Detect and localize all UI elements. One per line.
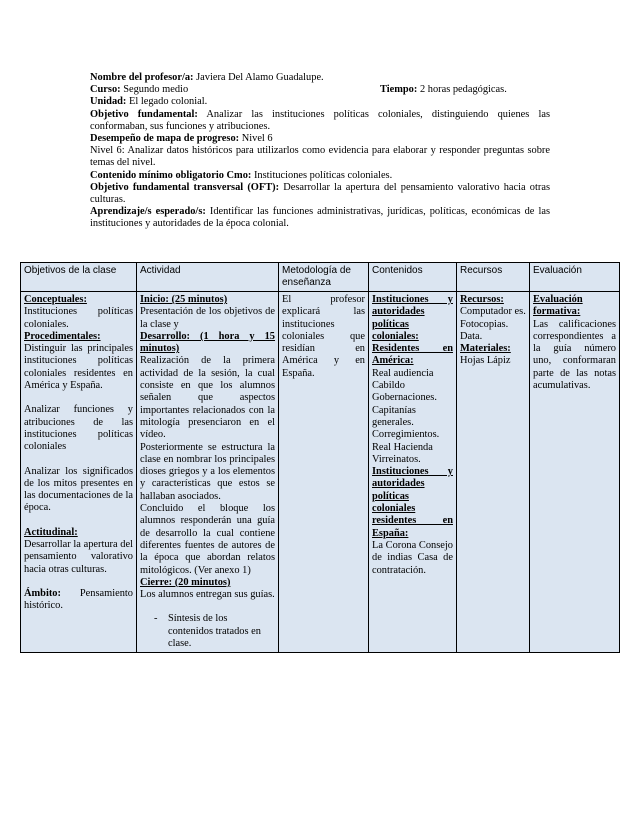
actitudinal-title: Actitudinal:	[24, 526, 78, 538]
inicio-text: Presentación de los objetivos de la clase y	[140, 306, 275, 330]
objetivo-value: Analizar las instituciones políticas coloniales, distinguiendo quienes las conformaban, sus funciones y atribuciones.	[90, 108, 550, 132]
procedimental-1: Distinguir las principales instituciones políticas coloniales residentes en América y España.	[24, 343, 133, 392]
table-row	[21, 292, 620, 653]
unidad-label: Unidad:	[90, 96, 127, 108]
header-contenidos: Contenidos	[369, 263, 457, 292]
tiempo-group	[380, 84, 507, 96]
recursos-cell	[457, 292, 530, 653]
aprendizaje-value: Identificar las funciones administrativas, jurídicas, políticas, económicas de las instituciones y autoridades de la época colonial.	[90, 206, 550, 230]
oft-value: Desarrollar la apertura del pensamiento valorativo hacia otras culturas.	[90, 181, 550, 206]
header-objetivos: Objetivos de la clase	[21, 263, 137, 292]
metodologia-text: El profesor explicará las instituciones coloniales que residían en América y en España.	[282, 294, 365, 379]
contenidos-cell	[369, 292, 457, 653]
header-actividad: Actividad	[137, 263, 279, 292]
ambito-title: Ámbito:	[24, 587, 61, 599]
materiales-title: Materiales:	[460, 343, 511, 355]
metodologia-cell	[279, 292, 369, 653]
header-metodologia: Metodología de enseñanza	[279, 263, 369, 292]
ambito	[24, 588, 133, 613]
lesson-plan-table	[20, 262, 620, 653]
desarrollo-text-2: Posteriormente se estructura la clase en nombrar los principales dioses griegos y a los elementos y características que estos se hallaban asociados.	[140, 441, 275, 502]
tiempo-label: Tiempo:	[380, 84, 418, 96]
evaluacion-text: Las calificaciones correspondientes a la guía número uno, conformaran parte de las notas acumulativas.	[533, 318, 616, 392]
objetivo-label: Objetivo fundamental:	[90, 108, 198, 120]
inicio-title: Inicio: (25 minutos)	[140, 294, 228, 305]
bullet-text: Síntesis de los contenidos tratados en clase.	[168, 613, 261, 650]
desarrollo-text: Realización de la primera actividad de la sesión, la cual consiste en que los alumnos señalen que aspectos importantes relacionados con la mitología presenciaron en el vídeo.	[140, 355, 275, 441]
table-header-row	[21, 263, 620, 292]
profesor-label: Nombre del profesor/a:	[90, 72, 194, 83]
procedimental-2: Analizar funciones y atribuciones de las instituciones políticas coloniales	[24, 404, 133, 453]
nivel-text: Nivel 6: Analizar datos históricos para utilizarlos como evidencia para elaborar y responder preguntas sobre temas del nivel.	[90, 145, 550, 169]
curso-value: Segundo medio	[123, 84, 189, 96]
evaluacion-cell	[530, 292, 620, 653]
header-recursos: Recursos	[457, 263, 530, 292]
contenidos-america-title: Instituciones y autoridades políticas coloniales: Residentes en América:	[372, 294, 453, 367]
contenido-label: Contenido mínimo obligatorio Cmo:	[90, 169, 252, 181]
desempeno-value: Nivel 6	[241, 133, 273, 145]
procedimental-3: Analizar los significados de los mitos presentes en las documentaciones de la época.	[24, 465, 133, 514]
desarrollo-text-3: Concluido el bloque los alumnos responderán una guía de desarrollo la cual contiene diferentes fuentes de autores de la época que abordan relatos mitológicos. (Ver anexo 1)	[140, 503, 275, 576]
tiempo-value: 2 horas pedagógicas.	[419, 84, 507, 96]
list-item	[140, 613, 275, 650]
contenidos-espana-items: La Corona Consejo de indias Casa de contratación.	[372, 539, 453, 576]
aprendizaje-label: Aprendizaje/s esperado/s:	[90, 206, 206, 218]
profesor-value: Javiera Del Alamo Guadalupe.	[196, 72, 324, 83]
conceptuales-title: Conceptuales:	[24, 294, 87, 305]
desarrollo-title: Desarrollo: (1 hora y 15 minutos)	[140, 330, 275, 355]
cierre-text: Los alumnos entregan sus guías.	[140, 589, 275, 601]
conceptuales-text: Instituciones políticas coloniales.	[24, 306, 133, 330]
contenido-value: Instituciones políticas coloniales.	[253, 169, 393, 181]
recursos-title: Recursos:	[460, 294, 504, 305]
ambito-text: Pensamiento histórico.	[24, 587, 133, 612]
procedimentales-title: Procedimentales:	[24, 330, 101, 342]
actitudinal-text: Desarrollar la apertura del pensamiento valorativo hacia otras culturas.	[24, 539, 133, 575]
contenidos-america-items: Real audiencia Cabildo Gobernaciones. Capitanías generales. Corregimientos. Real Hacienda Virreinatos.	[372, 367, 440, 465]
bullet-dash: -	[154, 613, 158, 625]
lesson-header	[90, 72, 550, 231]
cierre-title: Cierre: (20 minutos)	[140, 576, 231, 588]
desempeno-label: Desempeño de mapa de progreso:	[90, 133, 240, 145]
evaluacion-title: Evaluación formativa:	[533, 294, 583, 318]
recursos-text: Computador es. Fotocopias. Data.	[460, 306, 526, 342]
actividad-cell	[137, 292, 279, 653]
contenidos-espana-title: Instituciones y autoridades políticas coloniales residentes en España:	[372, 466, 453, 539]
materiales-text: Hojas Lápiz	[460, 355, 511, 367]
curso-label: Curso:	[90, 84, 121, 96]
unidad-value: El legado colonial.	[129, 96, 208, 108]
header-evaluacion: Evaluación	[530, 263, 620, 292]
oft-label: Objetivo fundamental transversal (OFT):	[90, 181, 280, 193]
objetivos-cell	[21, 292, 137, 653]
